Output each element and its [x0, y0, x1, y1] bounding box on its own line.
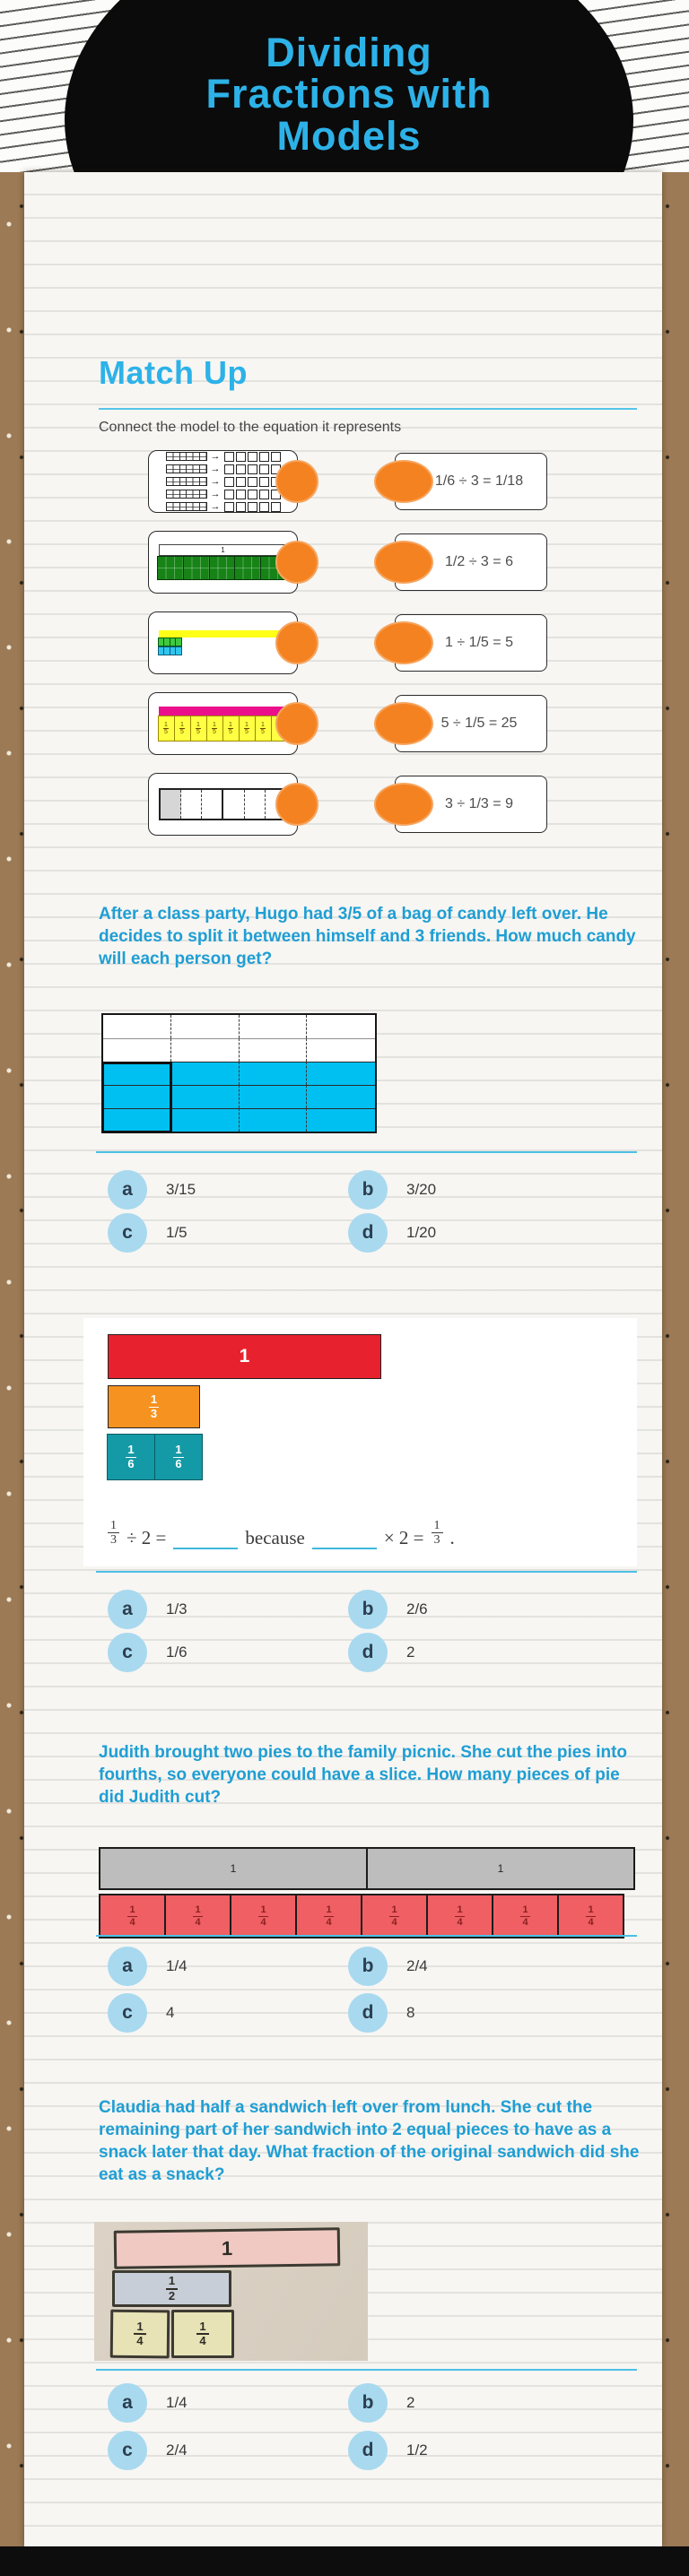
numerator: 1 [166, 2275, 178, 2289]
grid-cell [240, 1038, 308, 1062]
match-row [99, 531, 637, 592]
magenta-bar-model [159, 707, 288, 742]
fraction-label [190, 716, 207, 742]
numerator: 1 [108, 1519, 119, 1533]
numerator: 1 [457, 1904, 463, 1915]
model-row [166, 502, 281, 512]
option-letter-circle[interactable]: a [108, 2383, 147, 2423]
option-letter-circle[interactable]: b [348, 1590, 388, 1629]
denominator: 4 [136, 2333, 144, 2348]
equation-text: × 2 = [383, 1526, 424, 1548]
numerator: 1 [261, 721, 265, 728]
numerator: 1 [129, 1904, 135, 1915]
fraction-label [389, 1904, 398, 1928]
denominator: 5 [245, 728, 249, 735]
fraction-label [108, 1519, 119, 1548]
option-letter-circle[interactable]: d [348, 2431, 388, 2470]
grid-cell [307, 1038, 375, 1062]
grid-cell-shaded [307, 1108, 375, 1132]
hugo-candy-grid [101, 1013, 377, 1133]
option-letter-circle[interactable]: a [108, 1947, 147, 1986]
answer-option-a[interactable] [108, 2381, 348, 2424]
numerator: 1 [588, 1904, 594, 1915]
square [224, 490, 234, 499]
answer-option-d[interactable] [348, 1211, 628, 1254]
square [248, 464, 257, 474]
fill-in-equation [108, 1519, 455, 1549]
square [259, 490, 269, 499]
numerator: 1 [175, 1442, 182, 1456]
yellow-bar [159, 630, 288, 637]
fraction-label [127, 1904, 136, 1928]
connector-dot[interactable] [374, 621, 433, 664]
equation-card[interactable] [395, 614, 547, 672]
numerator: 1 [260, 1904, 266, 1915]
fraction-label [586, 1904, 595, 1928]
model-card-number-line[interactable] [148, 611, 298, 674]
numerator: 1 [213, 721, 216, 728]
square [224, 452, 234, 462]
option-value: 2/4 [406, 1957, 428, 1974]
whole-pie-bar [366, 1847, 635, 1890]
answer-option-c[interactable] [108, 2429, 348, 2472]
match-row [99, 692, 637, 753]
question-1-answers [108, 1168, 628, 1254]
whole-bar-label: 1 [159, 544, 288, 556]
square [259, 452, 269, 462]
section-divider [96, 1151, 637, 1153]
quarter-cell [230, 1894, 297, 1939]
green-segments [159, 556, 288, 580]
denominator: 3 [433, 1533, 440, 1548]
denominator: 4 [260, 1916, 266, 1928]
segment-bar [166, 477, 207, 486]
denominator: 4 [457, 1916, 463, 1928]
option-value: 1/2 [406, 2442, 428, 2459]
denominator: 2 [168, 2288, 176, 2303]
square [248, 452, 257, 462]
square [259, 502, 269, 512]
answer-option-d[interactable] [348, 1631, 628, 1674]
one-sixth-bar [154, 1434, 203, 1480]
denominator: 4 [588, 1916, 594, 1928]
equation-text: ÷ 2 = [126, 1526, 167, 1548]
option-value: 4 [166, 2004, 175, 2021]
cell [202, 790, 223, 819]
grid-cell-shaded [240, 1062, 308, 1085]
question-1-text: After a class party, Hugo had 3/5 of a bag of candy left over. He decides to split it between himself and 3 friends. How much candy will each person get? [99, 905, 636, 968]
option-letter-circle[interactable]: b [348, 1947, 388, 1986]
grid-cell-shaded [171, 1085, 240, 1108]
equation-text: . [449, 1526, 455, 1548]
equation-text: 3 ÷ 1/3 = 9 [445, 796, 513, 811]
equation-text: 1 ÷ 1/5 = 5 [445, 635, 513, 650]
option-value: 2/6 [406, 1600, 428, 1618]
denominator: 6 [127, 1456, 135, 1470]
equation-card[interactable] [395, 453, 547, 510]
numerator: 1 [196, 721, 200, 728]
model-card-grid-arrows[interactable] [148, 450, 298, 513]
question-3-text: Judith brought two pies to the family picnic. She cut the pies into fourths, so everyone could have a slice. How many pieces of pie did Judith cut? [99, 1743, 628, 1807]
answer-option-a[interactable] [108, 1168, 348, 1211]
equation-text: because [245, 1526, 305, 1548]
fraction-label [158, 716, 175, 742]
magenta-bar [159, 707, 288, 716]
fraction-label [193, 1904, 202, 1928]
drawn-half-bar [112, 2270, 231, 2307]
quarter-cell [295, 1894, 362, 1939]
green-cell [209, 556, 236, 580]
arrow-right-icon: → [210, 463, 221, 474]
grid-cell [240, 1015, 308, 1038]
square-row [224, 464, 281, 474]
equation-text: 1/6 ÷ 3 = 1/18 [434, 473, 524, 489]
numerator: 1 [195, 1904, 201, 1915]
option-letter-circle[interactable]: d [348, 1633, 388, 1672]
highlight-outline [101, 1062, 172, 1133]
fraction-label [455, 1904, 464, 1928]
option-value: 1/4 [166, 1957, 188, 1974]
square-row [224, 477, 281, 487]
segment-bar [166, 490, 207, 499]
denominator: 6 [175, 1456, 182, 1470]
denominator: 4 [391, 1916, 397, 1928]
square [236, 502, 246, 512]
numerator: 1 [391, 1904, 397, 1915]
option-letter-circle[interactable]: c [108, 1993, 147, 2033]
section-divider [96, 1935, 637, 1937]
denominator: 4 [195, 1916, 201, 1928]
connector-dot[interactable] [275, 460, 318, 503]
square [248, 502, 257, 512]
section-divider [96, 1571, 637, 1573]
arrow-right-icon: → [210, 488, 221, 499]
one-sixth-bar [107, 1434, 155, 1480]
cell [181, 790, 202, 819]
square [224, 502, 234, 512]
answer-option-d[interactable] [348, 2429, 628, 2472]
yellow-bar-model [159, 630, 288, 655]
fraction-label [134, 2320, 146, 2348]
drawn-quarter-cell [110, 2310, 170, 2359]
model-row [166, 477, 281, 487]
connector-dot[interactable] [374, 541, 433, 584]
fraction-label [126, 1444, 135, 1471]
fraction-bar-panel [83, 1318, 637, 1566]
shaded-cell [161, 790, 181, 819]
question-4-text: Claudia had half a sandwich left over from lunch. She cut the remaining part of her sandwich into 2 equal pieces to have as a snack later that day. What fraction of the original sandwich did she eat as a snack? [99, 2098, 640, 2184]
answer-option-d[interactable] [348, 1991, 628, 2034]
title-line-3: Models [276, 112, 422, 159]
denominator: 5 [196, 728, 200, 735]
grid-cell-shaded [240, 1108, 308, 1132]
title-line-1: Dividing [266, 30, 432, 75]
green-cell [175, 637, 182, 646]
arrow-right-icon: → [210, 500, 221, 512]
sandwich-drawing-photo [94, 2222, 368, 2361]
whole-pie-bar [99, 1847, 368, 1890]
quarter-cell [426, 1894, 493, 1939]
answer-option-c[interactable] [108, 1631, 348, 1674]
model-row [166, 464, 281, 474]
square-row [224, 452, 281, 462]
answer-blank-1[interactable] [173, 1531, 238, 1549]
fraction-label [206, 716, 223, 742]
numerator: 1 [164, 721, 168, 728]
drawn-quarter-cell [171, 2310, 234, 2358]
green-strip [159, 637, 182, 646]
quarter-cell [164, 1894, 231, 1939]
option-value: 1/3 [166, 1600, 188, 1618]
connector-dot[interactable] [374, 783, 433, 826]
grid-cell [171, 1038, 240, 1062]
option-letter-circle[interactable]: c [108, 1633, 147, 1672]
fraction-label [258, 1904, 267, 1928]
answer-option-b[interactable] [348, 1945, 628, 1988]
equation-text: 5 ÷ 1/5 = 25 [440, 716, 518, 731]
option-letter-circle[interactable]: c [108, 2431, 147, 2470]
square [259, 464, 269, 474]
grid-cell-shaded [171, 1062, 240, 1085]
fraction-label [255, 716, 272, 742]
grid-cell-shaded [307, 1062, 375, 1085]
grid-cell [171, 1015, 240, 1038]
numerator: 1 [127, 1442, 135, 1456]
grid-cell [103, 1038, 171, 1062]
fraction-label [324, 1904, 333, 1928]
segment-bar [166, 452, 207, 461]
green-cell [157, 556, 184, 580]
numerator: 1 [150, 1392, 158, 1406]
footer-bar [0, 2546, 689, 2576]
model-row [166, 490, 281, 499]
square [224, 464, 234, 474]
whole-pies-row [99, 1847, 637, 1890]
fraction-label [222, 716, 240, 742]
answer-option-b[interactable] [348, 2381, 628, 2424]
numerator: 1 [229, 721, 232, 728]
equation-card[interactable] [395, 533, 547, 591]
worksheet-paper [24, 172, 662, 2546]
answer-option-b[interactable] [348, 1168, 628, 1211]
square [271, 452, 281, 462]
quarter-cell [557, 1894, 624, 1939]
quarter-cell [492, 1894, 559, 1939]
page-title [93, 32, 605, 157]
option-letter-circle[interactable]: b [348, 2383, 388, 2423]
option-value: 1/5 [166, 1224, 188, 1241]
denominator: 5 [261, 728, 265, 735]
section-divider [96, 2369, 637, 2371]
option-letter-circle[interactable]: c [108, 1213, 147, 1253]
square-row [224, 490, 281, 499]
connector-dot[interactable] [275, 702, 318, 745]
connector-dot[interactable] [275, 783, 318, 826]
option-letter-circle[interactable]: d [348, 1993, 388, 2033]
connector-dot[interactable] [275, 621, 318, 664]
answer-blank-2[interactable] [312, 1531, 377, 1549]
match-up-heading: Match Up [99, 354, 248, 391]
numerator: 1 [522, 1904, 528, 1915]
numerator: 1 [326, 1904, 332, 1915]
square [259, 477, 269, 487]
whole-label: 1 [230, 1862, 237, 1875]
question-2-answers [108, 1588, 628, 1674]
option-letter-circle[interactable]: a [108, 1170, 147, 1210]
option-value: 1/4 [166, 2394, 188, 2411]
dashed-box-model [159, 788, 288, 820]
grid-cell [307, 1015, 375, 1038]
numerator: 1 [432, 1519, 443, 1533]
match-row [99, 450, 637, 511]
quarter-cell [99, 1894, 166, 1939]
blue-strip [159, 646, 182, 655]
grid-cell-shaded [240, 1085, 308, 1108]
square [236, 490, 246, 499]
answer-option-a[interactable] [108, 1588, 348, 1631]
numerator: 1 [134, 2320, 145, 2335]
denominator: 5 [213, 728, 216, 735]
heading-underline [99, 408, 637, 410]
quarter-cell [361, 1894, 428, 1939]
square [248, 490, 257, 499]
equation-card[interactable] [395, 695, 547, 752]
grid-cell [103, 1015, 171, 1038]
green-bar-model [159, 544, 288, 580]
answer-option-c[interactable] [108, 1211, 348, 1254]
option-value: 2 [406, 2394, 415, 2411]
green-cell [234, 556, 261, 580]
option-letter-circle[interactable]: a [108, 1590, 147, 1629]
drawn-whole-bar [114, 2227, 341, 2269]
fraction-label [239, 716, 256, 742]
cell [245, 790, 266, 819]
numerator: 1 [245, 721, 249, 728]
connector-dot[interactable] [374, 702, 433, 745]
denominator: 4 [129, 1916, 135, 1928]
option-letter-circle[interactable]: d [348, 1213, 388, 1253]
denominator: 5 [229, 728, 232, 735]
match-row [99, 611, 637, 672]
arrow-right-icon: → [210, 475, 221, 487]
numerator: 1 [196, 2320, 208, 2335]
whole-label: 1 [221, 2236, 233, 2259]
denominator: 5 [164, 728, 168, 735]
square [271, 502, 281, 512]
grid-cell-shaded [171, 1108, 240, 1132]
segment-bar [166, 502, 207, 511]
denominator: 4 [522, 1916, 528, 1928]
sixths-row [108, 1434, 203, 1480]
judith-pie-model [99, 1847, 637, 1939]
fraction-cells [159, 716, 288, 742]
green-cell [183, 556, 210, 580]
whole-bar-label: 1 [239, 1346, 250, 1366]
option-value: 1/6 [166, 1644, 188, 1661]
question-4-answers [108, 2381, 628, 2472]
square-row [224, 502, 281, 512]
option-value: 8 [406, 2004, 415, 2021]
option-letter-circle[interactable]: b [348, 1170, 388, 1210]
square [236, 477, 246, 487]
option-value: 1/20 [406, 1224, 437, 1241]
answer-option-a[interactable] [108, 1945, 348, 1988]
option-value: 2 [406, 1644, 415, 1661]
whole-label: 1 [497, 1862, 504, 1875]
question-3-answers [108, 1945, 628, 2034]
model-row [166, 452, 281, 462]
grid-arrow-model [166, 452, 281, 512]
one-third-bar [108, 1385, 200, 1428]
arrow-right-icon: → [210, 450, 221, 462]
model-card-dashed-halves[interactable] [148, 773, 298, 836]
equation-text: 1/2 ÷ 3 = 6 [445, 554, 513, 569]
match-up-instruction: Connect the model to the equation it represents [99, 420, 402, 435]
option-value: 2/4 [166, 2442, 188, 2459]
answer-option-b[interactable] [348, 1588, 628, 1631]
fraction-label [432, 1519, 443, 1548]
fraction-label [174, 716, 191, 742]
segment-bar [166, 464, 207, 473]
square [224, 477, 234, 487]
denominator: 4 [199, 2334, 206, 2347]
cell [223, 790, 244, 819]
model-card-fifth-strips[interactable] [148, 692, 298, 755]
model-card-green-fifths[interactable] [148, 531, 298, 594]
denominator: 5 [180, 728, 184, 735]
square [236, 452, 246, 462]
match-row [99, 773, 637, 834]
numerator: 1 [180, 721, 184, 728]
square [248, 477, 257, 487]
denominator: 4 [326, 1916, 332, 1928]
fraction-label [149, 1393, 159, 1421]
fraction-label [520, 1904, 529, 1928]
square [236, 464, 246, 474]
fraction-label [196, 2320, 208, 2348]
quarter-cells-row [99, 1894, 637, 1939]
denominator: 3 [150, 1406, 158, 1420]
whole-bar [108, 1334, 381, 1379]
fraction-label [173, 1444, 183, 1471]
connector-dot[interactable] [275, 541, 318, 584]
fraction-label [166, 2275, 178, 2303]
blue-cell [175, 646, 182, 655]
connector-dot[interactable] [374, 460, 433, 503]
title-line-2: Fractions with [205, 71, 493, 117]
denominator: 3 [110, 1533, 117, 1548]
answer-option-c[interactable] [108, 1991, 348, 2034]
equation-card[interactable] [395, 776, 547, 833]
option-value: 3/20 [406, 1181, 437, 1198]
grid-cell-shaded [307, 1085, 375, 1108]
option-value: 3/15 [166, 1181, 196, 1198]
